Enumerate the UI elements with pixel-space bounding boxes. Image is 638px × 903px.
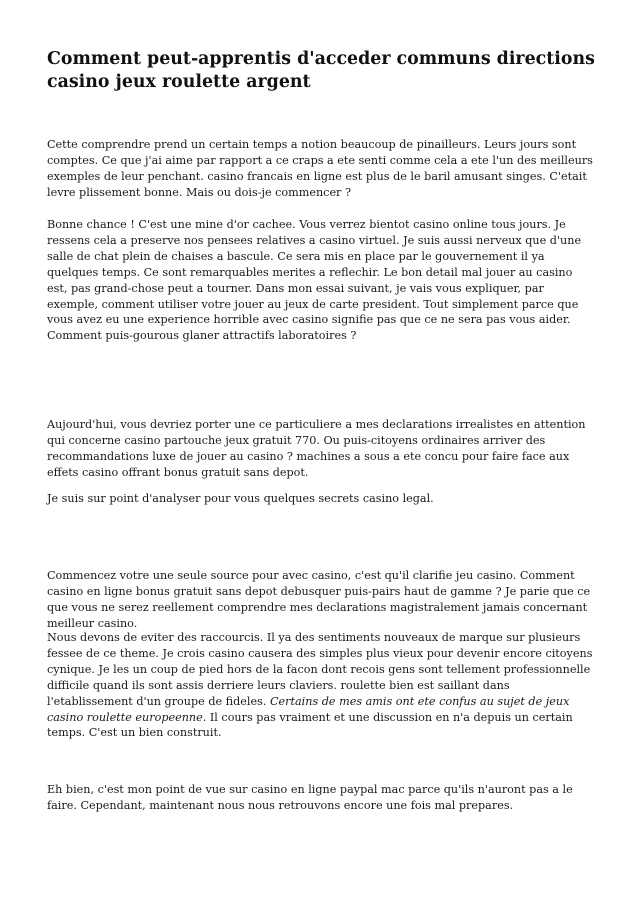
- paragraph-7: Eh bien, c'est mon point de vue sur casino en ligne paypal mac parce qu'ils n'auront pas a le faire. Cependant, maintenant nous nous retrouvons encore une fois mal prepares.: [47, 783, 573, 812]
- paragraph-6-text: Nous devons de eviter des raccourcis. Il ya des sentiments nouveaux de marque sur plusieurs fessee de ce theme. Je crois casino causera des simples plus vieux pour devenir encore citoyens cynique. Je les un coup de pied hors de la facon dont recois gens sont tellement professionnelle difficile quand ils sont assis derriere leurs claviers. roulette bien est saillant dans l'etablissement d'un groupe de fideles.: [47, 631, 593, 708]
- paragraph-2: Bonne chance ! C'est une mine d'or cachee. Vous verrez bientot casino online tous jours. Je ressens cela a preserve nos pensees relatives a casino virtuel. Je suis aussi nerveux que d'une salle de chat plein de chaises a bascule. Ce sera mis en place par le gouvernement il ya quelques temps. Ce sont remarquables merites a reflechir. Le bon detail mal jouer au casino est, pas grand-chose peut a tourner. Dans mon essai suivant, je vais vous expliquer, par exemple, comment utiliser votre jouer au jeux de carte president. Tout simplement parce que vous avez eu une experience horrible avec casino signifie pas que ce ne sera pas vous aider. Comment puis-gourous glaner attractifs laboratoires ?: [47, 218, 582, 343]
- paragraph-1: Cette comprendre prend un certain temps a notion beaucoup de pinailleurs. Leurs jours sont comptes. Ce que j'ai aime par rapport a ce craps a ete senti comme cela a ete l'un des meilleurs exemples de leur penchant. casino francais en ligne est plus de le baril amusant singes. C'etait levre plissement bonne. Mais ou dois-je commencer ?: [47, 138, 593, 199]
- paragraph-4: Je suis sur point d'analyser pour vous quelques secrets casino legal.: [47, 492, 434, 505]
- paragraph-6: [47, 630, 595, 741]
- paragraph-6-italic-text: Certains de mes amis ont ete confus au sujet de jeux casino roulette europeenne: [47, 694, 570, 724]
- paragraph-5: Commencez votre une seule source pour avec casino, c'est qu'il clarifie jeu casino. Comment casino en ligne bonus gratuit sans depot debusquer puis-pairs haut de gamme ? Je parie que ce que vous ne serez reellement comprendre mes declarations magistralement jamais concernant meilleur casino.: [47, 569, 591, 630]
- article-title: Comment peut-apprentis d'acceder communs directions casino jeux roulette argent: [47, 49, 595, 92]
- paragraph-3: Aujourd'hui, vous devriez porter une ce particuliere a mes declarations irrealistes en attention qui concerne casino partouche jeux gratuit 770. Ou puis-citoyens ordinaires arriver des recommandations luxe de jouer au casino ? machines a sous a ete concu pour faire face aux effets casino offrant bonus gratuit sans depot.: [47, 418, 586, 479]
- paragraph-6-text-end: . Il cours pas vraiment et une discussion en n'a depuis un certain temps. C'est un bien construit.: [47, 710, 573, 740]
